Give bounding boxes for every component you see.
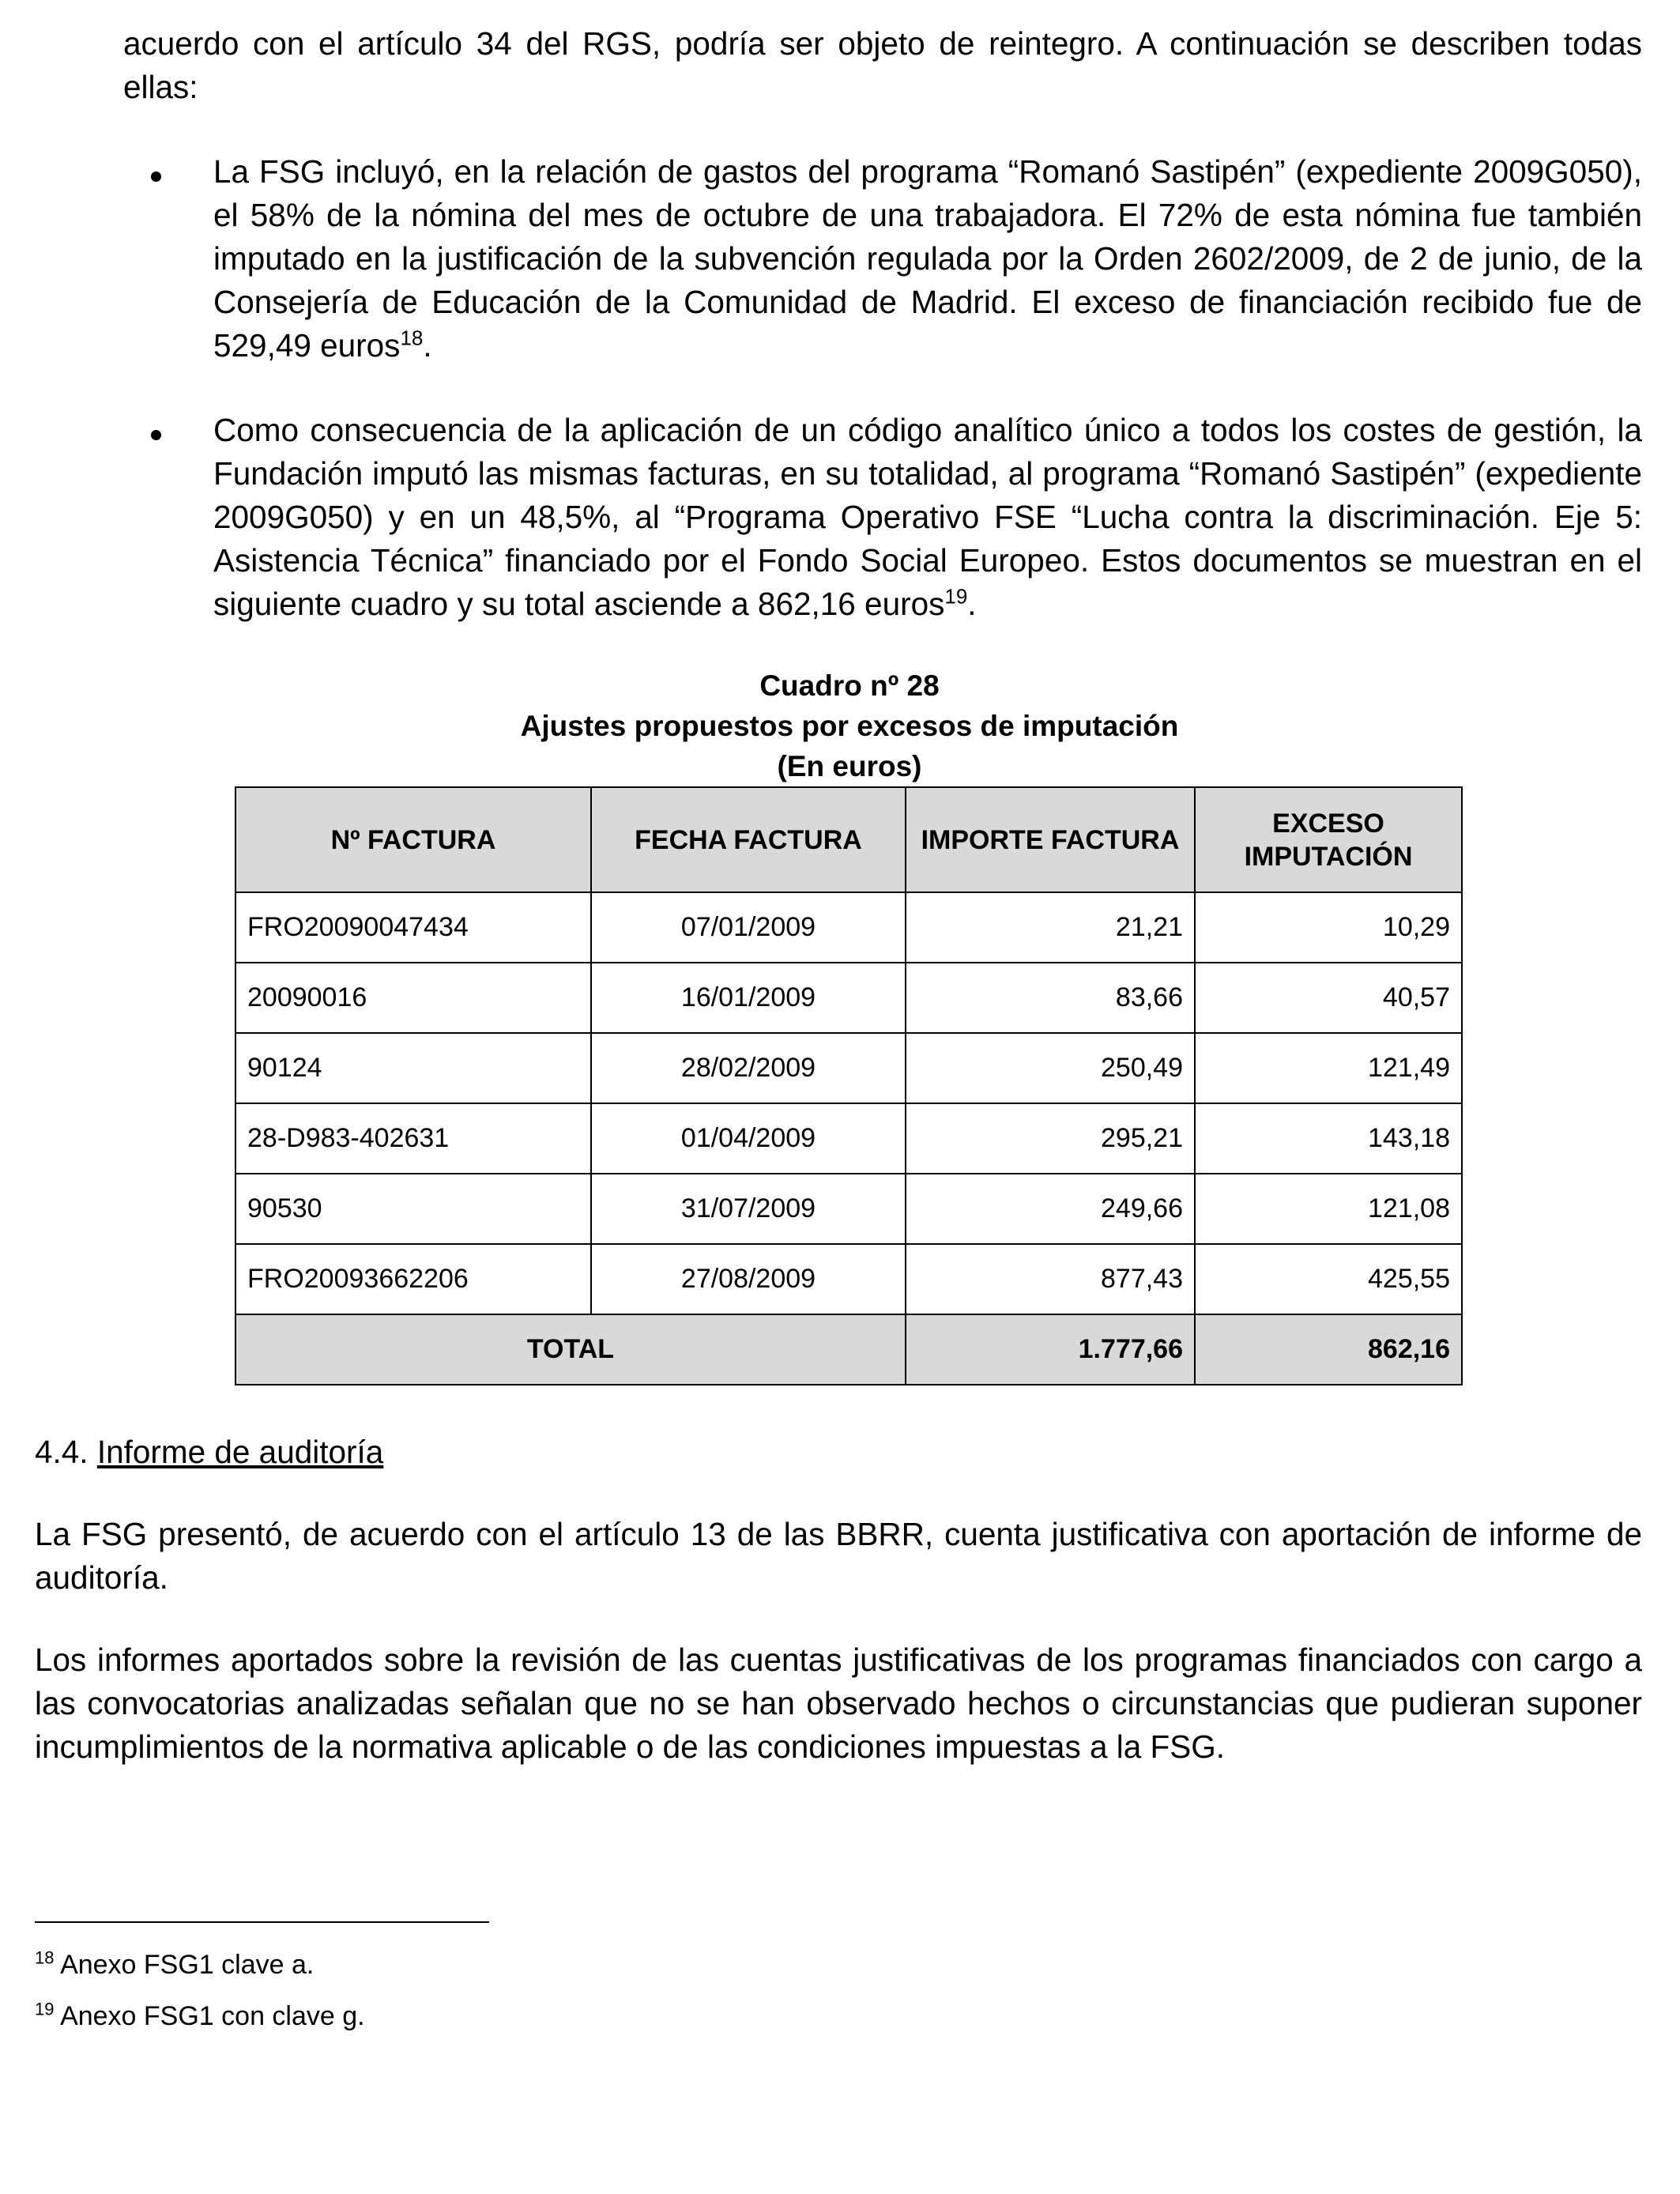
header-invoice-number: Nº FACTURA: [235, 787, 591, 892]
bullet-paragraph-1: La FSG incluyó, en la relación de gastos del programa “Romanó Sastipén” (expediente 2009G050), el 58% de la nómina del mes de octubre de una trabajadora. El 72% de esta nómina fue también imputado en la justificación de la subvención regulada por la Orden 2602/2009, de 2 de junio, de la Consejería de Educación de la Comunidad de Madrid. El exceso de financiación recibido fue de 529,49 euros$^{18}$.: [213, 153, 1642, 364]
cell-invoice-number: 90530: [235, 1174, 591, 1244]
table-header-row: [235, 787, 1462, 892]
cell-invoice-date: 31/07/2009: [591, 1174, 906, 1244]
cell-invoice-amount: 877,43: [906, 1244, 1195, 1314]
table-caption-number: Cuadro nº 28: [759, 669, 940, 702]
cell-excess-imputation: 143,18: [1195, 1103, 1462, 1174]
total-label: TOTAL: [235, 1314, 906, 1385]
cell-invoice-amount: 83,66: [906, 963, 1195, 1033]
bullet-icon: [151, 172, 161, 182]
cell-invoice-date: 27/08/2009: [591, 1244, 906, 1314]
cell-invoice-amount: 250,49: [906, 1033, 1195, 1103]
total-invoice-amount: 1.777,66: [906, 1314, 1195, 1385]
footnote-number: 19: [35, 1999, 55, 2019]
section-title: Informe de auditoría: [96, 1434, 384, 1470]
cell-invoice-date: 07/01/2009: [591, 892, 906, 963]
table-row: [235, 1103, 1462, 1174]
body-paragraph-1: La FSG presentó, de acuerdo con el artículo 13 de las BBRR, cuenta justificativa con aportación de informe de auditoría.: [35, 1516, 1642, 1596]
adjustments-table: [235, 786, 1463, 1385]
cell-excess-imputation: 121,08: [1195, 1174, 1462, 1244]
cell-invoice-amount: 21,21: [906, 892, 1195, 963]
footnote-ref-19: 19: [944, 584, 968, 609]
cell-invoice-number: FRO20093662206: [235, 1244, 591, 1314]
footnote-18: [35, 1947, 314, 1982]
footnote-text: Anexo FSG1 clave a.: [60, 1950, 315, 1980]
table-row: [235, 892, 1462, 963]
body-paragraph-2: Los informes aportados sobre la revisión de las cuentas justificativas de los programas financiados con cargo a las convocatorias analizadas señalan que no se han observado hechos o circunstancias que pudieran suponer incumplimientos de la normativa aplicable o de las condiciones impuestas a la FSG.: [35, 1642, 1642, 1765]
intro-paragraph: acuerdo con el artículo 34 del RGS, podría ser objeto de reintegro. A continuación se describen todas ellas:: [123, 25, 1642, 105]
total-excess-imputation: 862,16: [1195, 1314, 1462, 1385]
bullet-icon: [151, 430, 161, 440]
header-invoice-date: FECHA FACTURA: [591, 787, 906, 892]
footnote-text: Anexo FSG1 con clave g.: [60, 2001, 365, 2031]
cell-invoice-number: 20090016: [235, 963, 591, 1033]
cell-invoice-number: FRO20090047434: [235, 892, 591, 963]
cell-invoice-number: 90124: [235, 1033, 591, 1103]
bullet-paragraph-2: Como consecuencia de la aplicación de un código analítico único a todos los costes de gestión, la Fundación imputó las mismas facturas, en su totalidad, al programa “Romanó Sastipén” (expediente 2009G050) y en un 48,5%, al “Programa Operativo FSE “Lucha contra la discriminación. Eje 5: Asistencia Técnica” financiado por el Fondo Social Europeo. Estos documentos se muestran en el siguiente cuadro y su total asciende a 862,16 euros$^{19}$.: [213, 412, 1642, 622]
cell-invoice-date: 28/02/2009: [591, 1033, 906, 1103]
header-excess-imputation: EXCESO IMPUTACIÓN: [1195, 787, 1462, 892]
table-row: [235, 1033, 1462, 1103]
section-number: 4.4.: [35, 1434, 89, 1470]
footnote-ref-18: 18: [400, 326, 424, 350]
cell-excess-imputation: 121,49: [1195, 1033, 1462, 1103]
table-row: [235, 1244, 1462, 1314]
footnote-19: [35, 1999, 365, 2034]
section-heading: [35, 1431, 383, 1474]
header-invoice-amount: IMPORTE FACTURA: [906, 787, 1195, 892]
table-caption-units: (En euros): [777, 750, 922, 782]
cell-invoice-amount: 249,66: [906, 1174, 1195, 1244]
cell-invoice-date: 01/04/2009: [591, 1103, 906, 1174]
footnote-separator: [35, 1921, 489, 1923]
cell-invoice-number: 28-D983-402631: [235, 1103, 591, 1174]
table-row: [235, 1174, 1462, 1244]
cell-invoice-amount: 295,21: [906, 1103, 1195, 1174]
cell-excess-imputation: 425,55: [1195, 1244, 1462, 1314]
table-caption-title: Ajustes propuestos por excesos de imputación: [520, 710, 1179, 742]
table-total-row: [235, 1314, 1462, 1385]
cell-invoice-date: 16/01/2009: [591, 963, 906, 1033]
cell-excess-imputation: 10,29: [1195, 892, 1462, 963]
table-row: [235, 963, 1462, 1033]
cell-excess-imputation: 40,57: [1195, 963, 1462, 1033]
footnote-number: 18: [35, 1947, 55, 1968]
